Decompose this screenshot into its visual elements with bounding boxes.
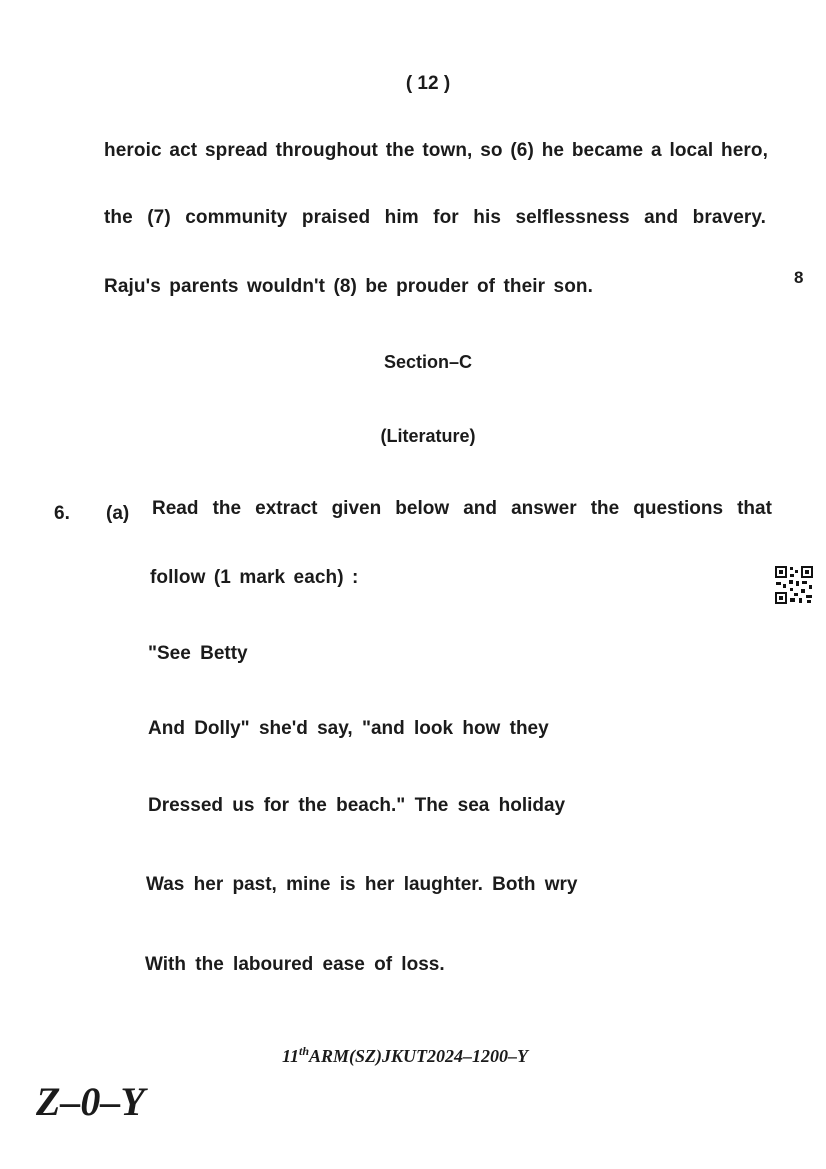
passage-word: and — [644, 207, 679, 228]
question-part: (a) — [106, 503, 130, 524]
passage-line-3: Raju's parents wouldn't (8) be prouder of their son. — [104, 276, 593, 297]
question-word: and — [463, 498, 498, 519]
passage-word: became — [571, 140, 644, 161]
passage-word: for — [433, 207, 459, 228]
passage-line-2 — [104, 207, 766, 229]
marks-label: 8 — [794, 268, 804, 287]
passage-word: (6) — [510, 140, 534, 161]
passage-word: spread — [204, 140, 268, 161]
passage-word: praised — [301, 207, 371, 228]
passage-line-1 — [104, 140, 768, 162]
passage-word: bravery. — [692, 207, 766, 228]
poem-line-3: Dressed us for the beach." The sea holiday — [148, 795, 566, 816]
paper-code-prefix: 11 — [282, 1046, 300, 1066]
passage-word: his — [473, 207, 502, 228]
question-word: the — [212, 498, 242, 519]
passage-word: heroic — [104, 140, 162, 161]
question-instruction-line-1 — [152, 498, 772, 520]
passage-word: him — [384, 207, 419, 228]
qr-code-icon — [774, 565, 814, 605]
question-word: below — [395, 498, 450, 519]
passage-word: he — [541, 140, 565, 161]
poem-line-5: With the laboured ease of loss. — [145, 954, 445, 975]
passage-word: throughout — [275, 140, 378, 161]
question-word: answer — [511, 498, 577, 519]
question-word: extract — [255, 498, 318, 519]
passage-word: (7) — [147, 207, 171, 228]
passage-word: the — [385, 140, 415, 161]
passage-word: selflessness — [515, 207, 630, 228]
question-word: Read — [152, 498, 199, 519]
set-code: Z–0–Y — [36, 1079, 145, 1124]
question-word: questions — [633, 498, 724, 519]
passage-word: hero, — [721, 140, 768, 161]
question-instruction-line-2: follow (1 mark each) : — [150, 567, 359, 588]
paper-code — [282, 1044, 528, 1067]
paper-code-rest: ARM(SZ)JKUT2024–1200–Y — [309, 1046, 529, 1066]
passage-word: act — [169, 140, 198, 161]
passage-word: a — [651, 140, 662, 161]
passage-word: local — [669, 140, 714, 161]
page-number: ( 12 ) — [405, 73, 451, 94]
poem-line-1: "See Betty — [148, 643, 248, 664]
passage-word: community — [185, 207, 288, 228]
question-word: given — [331, 498, 382, 519]
paper-code-sup: th — [299, 1044, 310, 1058]
poem-line-4: Was her past, mine is her laughter. Both wry — [146, 874, 578, 895]
passage-word: the — [104, 207, 133, 228]
section-title: Section–C — [383, 352, 473, 372]
section-subtitle: (Literature) — [380, 426, 476, 446]
question-word: the — [590, 498, 620, 519]
passage-word: town, — [422, 140, 473, 161]
question-number: 6. — [54, 503, 70, 524]
passage-word: so — [480, 140, 503, 161]
question-word: that — [737, 498, 772, 519]
poem-line-2: And Dolly" she'd say, "and look how they — [148, 718, 549, 739]
